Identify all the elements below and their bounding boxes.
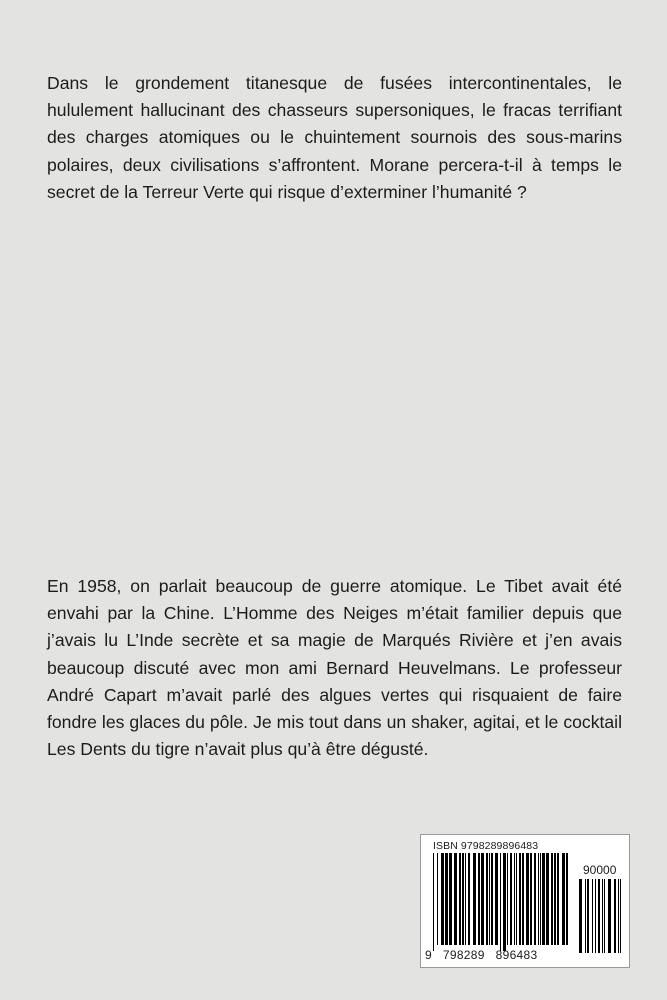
price-code: 90000 <box>583 863 617 877</box>
barcode-bar <box>491 853 493 945</box>
barcode-bar <box>449 853 452 945</box>
addon-bar <box>604 879 605 953</box>
barcode-bar <box>441 853 444 945</box>
barcode-bar <box>540 853 541 945</box>
barcode-bar <box>486 853 488 945</box>
barcode-bar <box>454 853 457 945</box>
barcode-bar <box>465 853 466 945</box>
addon-bar <box>620 879 621 953</box>
digit-first: 9 <box>425 948 432 962</box>
barcode-bar <box>510 853 512 945</box>
barcode-bar <box>526 853 529 945</box>
addon-bar <box>602 879 603 953</box>
addon-bar <box>579 879 582 953</box>
barcode-bar <box>566 853 568 945</box>
barcode-bar <box>534 853 536 945</box>
barcode-bar <box>542 853 545 945</box>
barcode-bar <box>507 853 508 945</box>
addon-bar <box>595 879 596 953</box>
barcode-bar <box>473 853 476 945</box>
barcode-bar <box>519 853 521 945</box>
addon-bar <box>608 879 611 953</box>
barcode-bar <box>516 853 517 945</box>
barcode-bar <box>437 853 438 945</box>
addon-bar <box>618 879 619 953</box>
barcode-bar <box>445 853 448 945</box>
barcode-bar <box>554 853 556 945</box>
barcode-bar <box>557 853 559 945</box>
barcode-bar <box>500 853 501 951</box>
addon-bar <box>585 879 586 953</box>
barcode-bar <box>562 853 565 945</box>
barcode-bar <box>514 853 515 945</box>
barcode-bar <box>459 853 461 945</box>
barcode-bar <box>538 853 539 945</box>
isbn-label: ISBN 9798289896483 <box>433 840 539 852</box>
barcode-bar <box>481 853 484 945</box>
barcode-bar <box>522 853 524 945</box>
digits-right: 896483 <box>495 948 538 962</box>
digits-left: 798289 <box>442 948 485 962</box>
barcode-bar <box>530 853 532 945</box>
barcode-bar <box>503 853 506 951</box>
barcode-bar <box>489 853 490 945</box>
addon-bar <box>592 879 593 953</box>
barcode-bar <box>433 853 434 951</box>
barcode-bar <box>546 853 549 945</box>
addon-bar <box>598 879 600 953</box>
addon-bar <box>587 879 589 953</box>
barcode-bar <box>551 853 553 945</box>
barcode-bar <box>495 853 498 945</box>
barcode-bar <box>478 853 480 945</box>
barcode-bar <box>462 853 464 945</box>
barcode-bar <box>468 853 470 945</box>
author-note: En 1958, on parlait beaucoup de guerre atomique. Le Tibet avait été envahi par la Chine. L’Homme des Neiges m’était familier depuis que j’avais lu L’Inde secrète et sa magie de Marqués Rivière et j’en avais beaucoup discuté avec mon ami Bernard Heuvelmans. Le professeur André Capart m’avait parlé des algues vertes qui risquaient de faire fondre les glaces du pôle. Je mis tout dans un shaker, agitai, et le cocktail Les Dents du tigre n’avait plus qu’à être dégusté. <box>47 576 622 760</box>
isbn-digits <box>425 948 537 962</box>
addon-bar <box>614 879 616 953</box>
back-cover-blurb: Dans le grondement titanesque de fusées intercontinentales, le hululement hallucinant des chasseurs supersoniques, le fracas terrifiant des charges atomiques ou le chuintement sournois des sous-marins polaires, deux civilisations s’affrontent. Morane percera-t-il à temps le secret de la Terreur Verte qui risque d’exterminer l’humanité ? <box>47 73 622 202</box>
isbn-barcode <box>420 834 630 968</box>
